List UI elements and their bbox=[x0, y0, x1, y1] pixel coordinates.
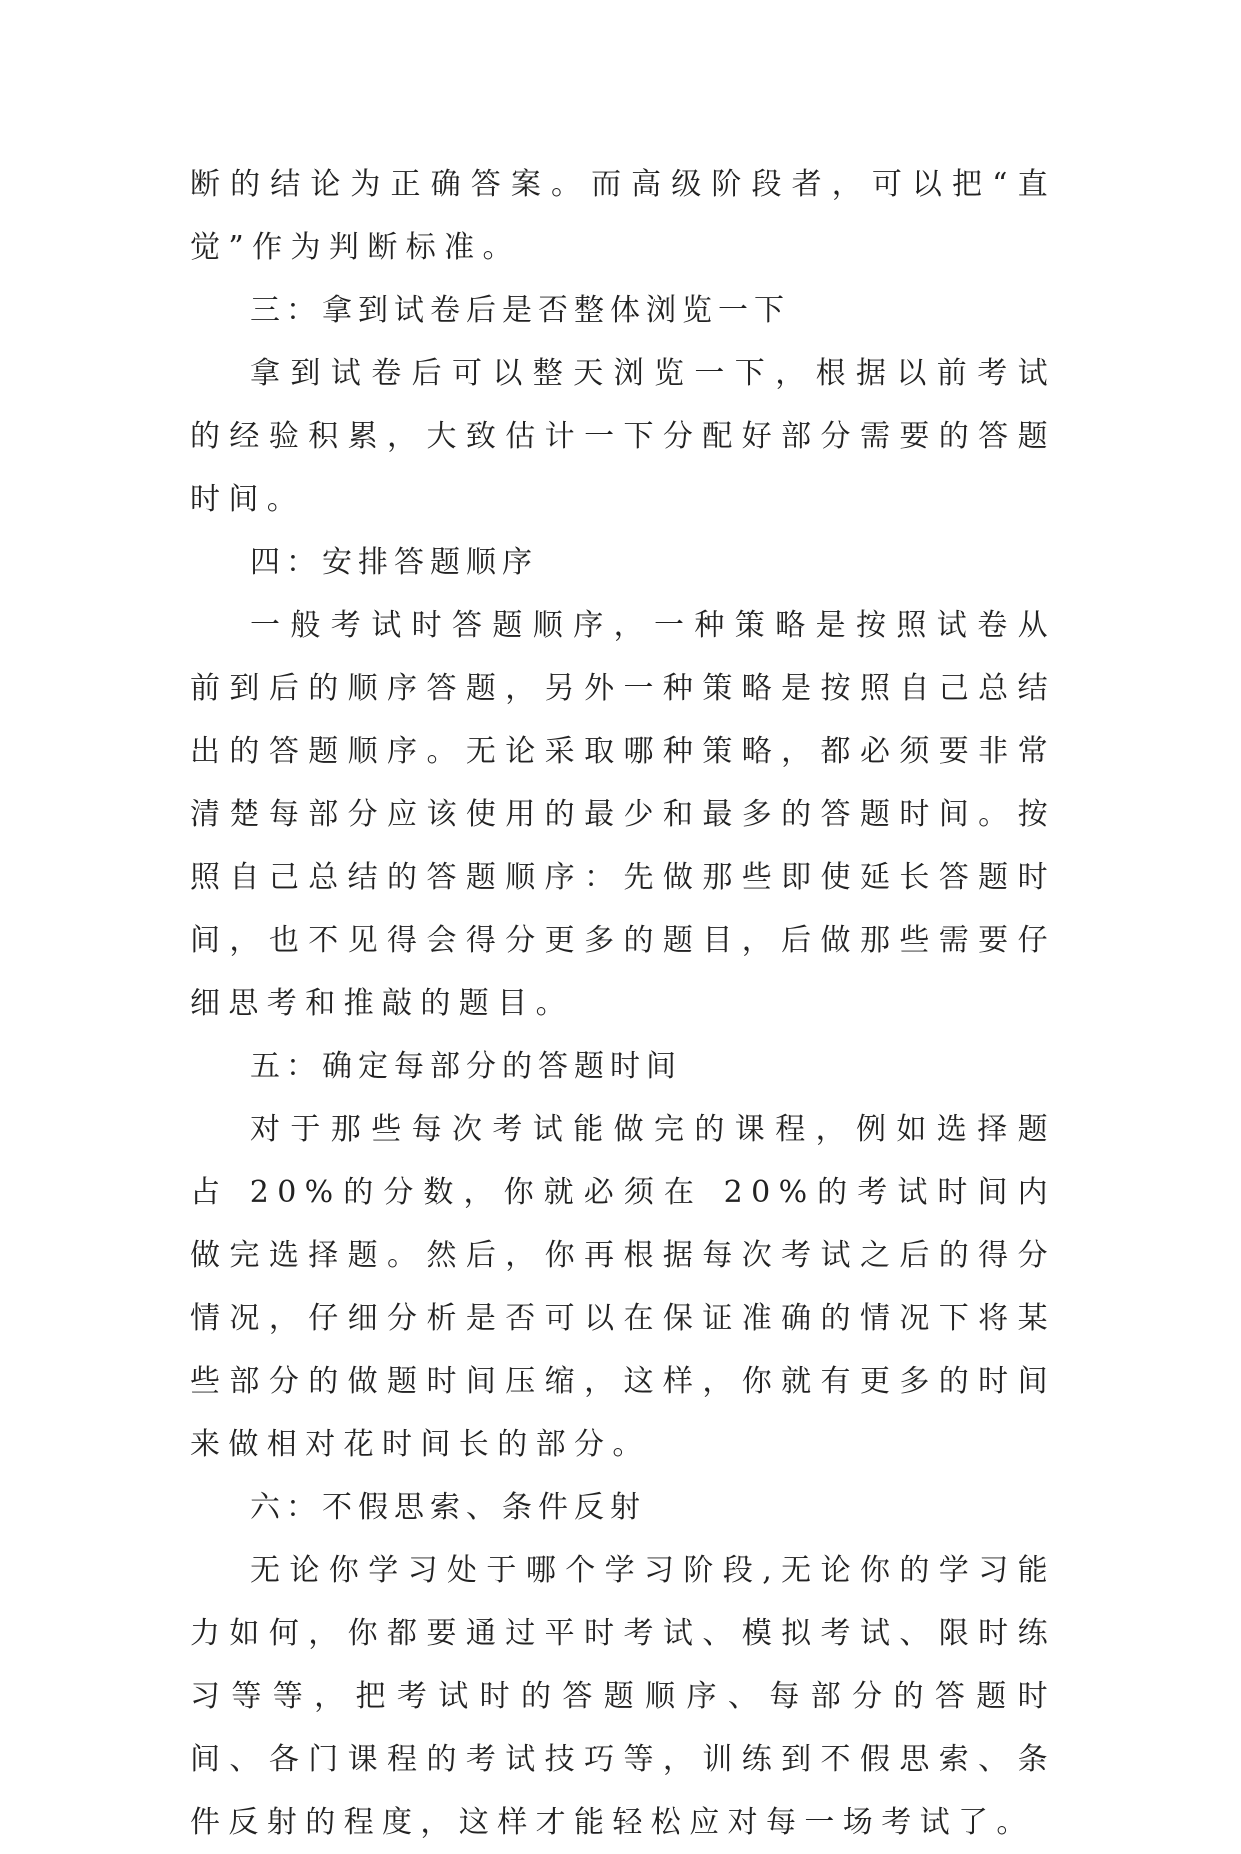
paragraph-section-3: 拿到试卷后可以整天浏览一下，根据以前考试的经验积累，大致估计一下分配好部分需要的答题时间。 bbox=[190, 356, 1056, 517]
section-heading-6: 六：不假思索、条件反射 bbox=[250, 1490, 646, 1525]
paragraph-continuation: 断的结论为正确答案。而高级阶段者，可以把“直觉”作为判断标准。 bbox=[190, 167, 1056, 265]
section-heading-3: 三：拿到试卷后是否整体浏览一下 bbox=[250, 293, 790, 328]
section-heading-4: 四：安排答题顺序 bbox=[250, 545, 538, 580]
paragraph-section-4: 一般考试时答题顺序，一种策略是按照试卷从前到后的顺序答题，另外一种策略是按照自己总结出的答题顺序。无论采取哪种策略，都必须要非常清楚每部分应该使用的最少和最多的答题时间。按照自己总结的答题顺序：先做那些即使延长答题时间，也不见得会得分更多的题目，后做那些需要仔细思考和推敲的题目。 bbox=[190, 608, 1056, 1021]
paragraph-section-6: 无论你学习处于哪个学习阶段,无论你的学习能力如何，你都要通过平时考试、模拟考试、限时练习等等，把考试时的答题顺序、每部分的答题时间、各门课程的考试技巧等，训练到不假思索、条件反射的程度，这样才能轻松应对每一场考试了。 bbox=[190, 1553, 1056, 1840]
section-heading-5: 五：确定每部分的答题时间 bbox=[250, 1049, 682, 1084]
paragraph-section-5: 对于那些每次考试能做完的课程，例如选择题占 20%的分数，你就必须在 20%的考试时间内做完选择题。然后，你再根据每次考试之后的得分情况，仔细分析是否可以在保证准确的情况下将某些部分的做题时间压缩，这样，你就有更多的时间来做相对花时间长的部分。 bbox=[190, 1112, 1056, 1462]
document-body bbox=[190, 153, 1056, 1854]
